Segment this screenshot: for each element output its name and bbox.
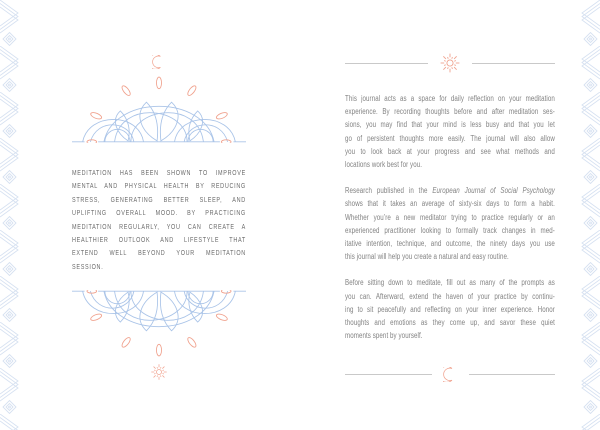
- text-line: moments spent by yourself.: [345, 331, 423, 341]
- left-page: [18, 0, 300, 430]
- text-line: Before sitting down to meditate, fill out as many of the prompts as: [345, 278, 555, 288]
- right-edge-border-pattern: [581, 0, 600, 430]
- top-divider: [345, 51, 555, 75]
- sun-icon: [18, 363, 300, 386]
- text-line: experienced practitioner looking to formally track changes in med-: [345, 225, 555, 235]
- crescent-moon-icon: [443, 367, 458, 382]
- sun-icon: [439, 52, 461, 74]
- crescent-moon-icon: [18, 55, 300, 74]
- lotus-mandala-illustration-bottom: [72, 289, 246, 359]
- text-line: MEDITATION REGULARLY, YOU CAN CREATE A: [72, 223, 246, 231]
- text-line: sions, you may find that your mind is less busy and that you let: [345, 120, 555, 130]
- left-edge-border-pattern: [0, 0, 19, 430]
- lotus-mandala-illustration-top: [72, 74, 246, 144]
- text-line: itative intention, technique, and outcome, the ninety days you use: [345, 239, 555, 249]
- text-line: STRESS, GENERATING BETTER SLEEP, AND: [72, 196, 246, 204]
- text-line: thoughts and emotions as they come up, and savor these quiet: [345, 318, 555, 328]
- text-line: MEDITATION HAS BEEN SHOWN TO IMPROVE: [72, 170, 246, 177]
- text-line: Whether you’re a new meditator trying to practice regularly or an: [345, 212, 555, 222]
- divider-rule: [345, 374, 432, 375]
- text-line: EXTEND WELL BEYOND YOUR MEDITATION: [72, 250, 246, 258]
- text-line: shows that it takes an average of sixty-six days to form a habit.: [345, 199, 555, 209]
- text-line: Research published in the European Journal of Social Psychology: [345, 186, 555, 196]
- text-line: experience. By recording thoughts before and after meditation ses-: [345, 107, 555, 117]
- text-line: SESSION.: [72, 263, 104, 271]
- text-line: MENTAL AND PHYSICAL HEALTH BY REDUCING: [72, 183, 246, 191]
- text-line: go of persistent thoughts more easily. The journal will also allow: [345, 133, 555, 143]
- text-line: this journal will help you create a natural and easy routine.: [345, 252, 509, 262]
- text-line: you to look back at your progress and see what methods and: [345, 146, 555, 156]
- right-page: [300, 0, 582, 430]
- right-page-body-text: [345, 92, 555, 355]
- divider-rule: [345, 63, 428, 64]
- paragraph: [345, 276, 555, 342]
- text-line: ing to sit peacefully and reflecting on your inner experience. Honor: [345, 304, 555, 314]
- text-line: locations work best for you.: [345, 160, 423, 170]
- left-page-intro-text: [72, 167, 246, 274]
- divider-rule: [472, 63, 555, 64]
- text-line: you can. Afterward, extend the haven of your practice by continu-: [345, 291, 555, 301]
- paragraph: [345, 184, 555, 263]
- divider-rule: [469, 374, 556, 375]
- text-line: UPLIFTING OVERALL MOOD. BY PRACTICING: [72, 210, 246, 218]
- text-line: This journal acts as a space for daily reflection on your meditation: [345, 94, 555, 103]
- text-line: HEALTHIER OUTLOOK AND LIFESTYLE THAT: [72, 237, 246, 245]
- bottom-divider: [345, 362, 555, 386]
- paragraph: [345, 92, 555, 171]
